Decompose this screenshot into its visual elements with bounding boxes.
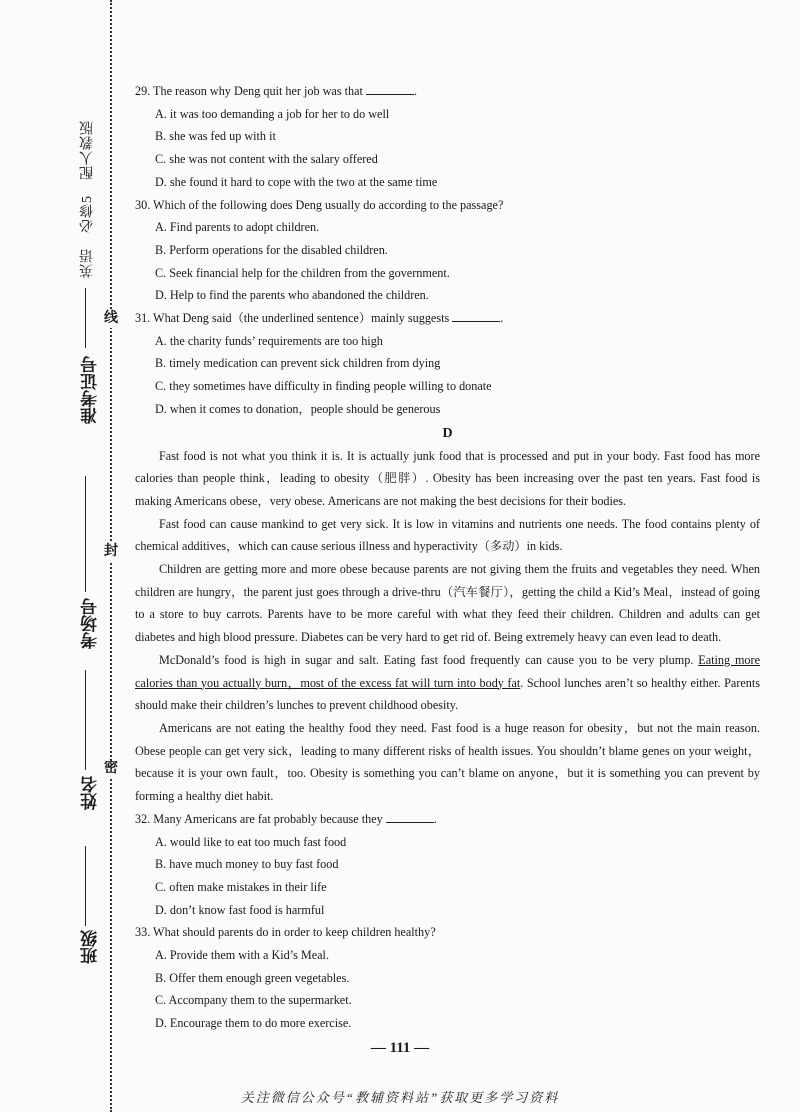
option-a: A. Find parents to adopt children. [155, 220, 320, 235]
field-label-name: 姓名 [81, 776, 100, 810]
question-stem: 32. Many Americans are fat probably because they . [135, 811, 437, 826]
question-stem: 33. What should parents do in order to keep children healthy? [135, 925, 436, 940]
footer-note: 关注微信公众号“教辅资料站”获取更多学习资料 [240, 1090, 560, 1105]
field-line-ticket [85, 288, 86, 348]
question-stem: 31. What Deng said（the underlined sentence）mainly suggests . [135, 311, 504, 326]
field-line-name [85, 670, 86, 770]
option-d: D. she found it hard to cope with the two at the same time [155, 174, 438, 189]
option-b: B. timely medication can prevent sick children from dying [155, 356, 441, 371]
binding-mark-secret: 密 [100, 760, 122, 778]
field-line-room [85, 476, 86, 592]
option-d: D. don’t know fast food is harmful [155, 902, 325, 917]
page-number: — 111 — [370, 1040, 430, 1056]
option-d: D. Encourage them to do more exercise. [155, 1016, 352, 1031]
passage-paragraph-2: Fast food can cause mankind to get very sick. It is low in vitamins and nutrients one needs. The food contains plenty of chemical additives，which can cause serious illness and hyperactivity（多动）in kids. [135, 516, 760, 554]
option-a: A. would like to eat too much fast food [155, 834, 347, 849]
question-30 [135, 194, 760, 308]
answer-blank [366, 82, 414, 95]
option-c: C. they sometimes have difficulty in finding people willing to donate [155, 379, 492, 394]
option-a: A. Provide them with a Kid’s Meal. [155, 948, 329, 963]
option-d: D. when it comes to donation，people should be generous [155, 401, 441, 416]
binding-mark-seal: 封 [100, 543, 122, 561]
question-stem: 29. The reason why Deng quit her job was that . [135, 84, 417, 98]
option-a: A. the charity funds’ requirements are too high [155, 333, 383, 348]
option-b: B. have much money to buy fast food [155, 857, 339, 872]
passage-paragraph-3: Children are getting more and more obese because parents are not giving them the fruits and vegetables they need. When children are hungry，the parent just goes through a drive-thru（汽车餐厅），getting the child a Kid’s Meal，instead of going to a store to buy carrots. Parents have to be more careful with what they feed their children. Children and adults can get diabetes and high blood pressure. Diabetes can be very hard to get rid of. Being extremely heavy can even lead to death. [135, 562, 760, 645]
question-stem: 30. Which of the following does Deng usually do according to the passage? [135, 197, 504, 212]
option-a: A. it was too demanding a job for her to do well [155, 106, 390, 121]
page-content [135, 80, 760, 1035]
passage-paragraph-1: Fast food is not what you think it is. It is actually junk food that is processed and put in your body. Fast food has more calories than people think，leading to obesity（肥胖）. Obesity has been increasing over the past ten years. Fast food is making Americans obese，very obese. Americans are not making the best decisions for their bodies. [135, 448, 760, 508]
passage-paragraph-4: McDonald’s food is high in sugar and salt. Eating fast food frequently can cause you to be very plump. Eating more calories than you actually burn，most of the excess fat will turn into body fat. School lunches aren’t so healthy either. Parents should make their children’s lunches to prevent childhood obesity. [135, 652, 761, 713]
section-title: D [442, 425, 453, 441]
answer-blank [452, 309, 500, 322]
option-d: D. Help to find the parents who abandoned the children. [155, 288, 429, 303]
option-c: C. Seek financial help for the children from the government. [155, 265, 450, 280]
field-label-class: 班级 [81, 930, 100, 964]
book-label: 英语 必修5 配人教版 [80, 120, 95, 278]
question-31 [135, 307, 760, 421]
question-32 [135, 808, 760, 922]
option-b: B. Perform operations for the disabled children. [155, 242, 388, 257]
field-label-room: 考场号 [81, 598, 100, 649]
answer-blank [386, 810, 434, 823]
underlined-sentence: Eating more calories than you actually burn，most of the excess fat will turn into body fat [135, 652, 760, 690]
question-33 [135, 921, 760, 1035]
option-c: C. she was not content with the salary offered [155, 152, 378, 167]
binding-mark-line: 线 [100, 310, 122, 328]
option-b: B. Offer them enough green vegetables. [155, 970, 350, 985]
option-c: C. often make mistakes in their life [155, 879, 327, 894]
option-b: B. she was fed up with it [155, 129, 276, 144]
field-label-ticket: 准考证号 [81, 356, 100, 424]
field-line-class [85, 846, 86, 926]
option-c: C. Accompany them to the supermarket. [155, 993, 352, 1008]
question-29 [135, 80, 760, 194]
passage-paragraph-5: Americans are not eating the healthy food they need. Fast food is a huge reason for obesity，but not the main reason. Obese people can get very sick，leading to many different risks of health issues. You shouldn’t blame genes on your weight，because it is your own fault，too. Obesity is something you can’t blame on anyone，but it is something you can prevent by forming a healthy diet habit. [135, 720, 760, 804]
